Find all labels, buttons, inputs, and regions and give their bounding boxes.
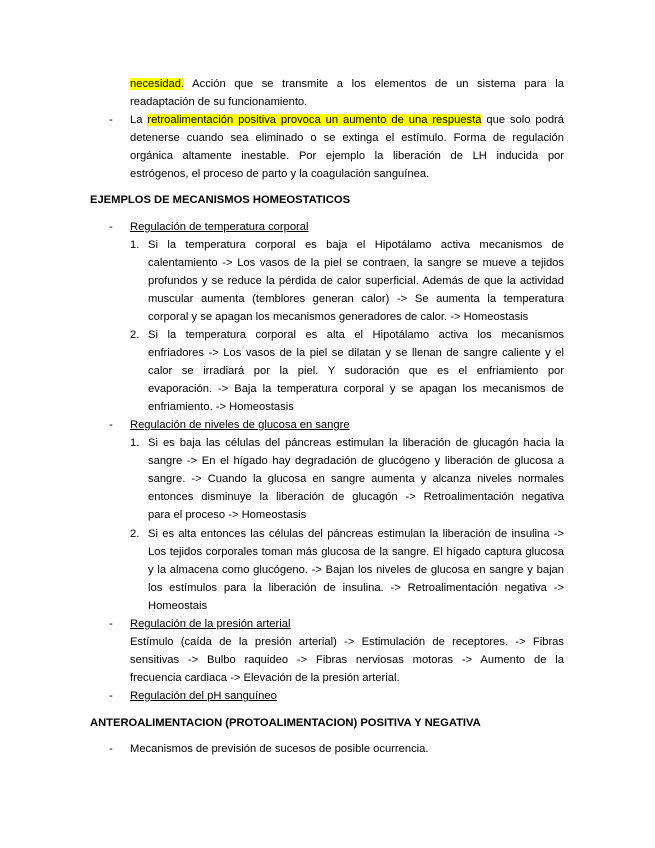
pressure-line: frecuencia cardiaca -> Elevación de la presión arterial.: [130, 672, 400, 684]
bullet-dash: -: [109, 690, 113, 702]
para-top-line-1: necesidad. Acción que se transmite a los elementos de un sistema para la: [130, 78, 564, 90]
para-retro-line-1: La retroalimentación positiva provoca un aumento de una respuesta que solo podrá: [130, 114, 564, 126]
ph-title: Regulación del pH sanguíneo: [130, 690, 277, 702]
temp-item2-number: 2.: [130, 329, 140, 341]
temp-item1-line: Si la temperatura corporal es baja el Hipotálamo activa mecanismos de: [148, 239, 564, 251]
temp-item2-line: Si la temperatura corporal es alta el Hipotálamo activa los mecanismos: [148, 329, 564, 341]
glucose-item2-line: Los tejidos corporales toman más glucosa de la sangre. El hígado captura glucosa: [148, 546, 564, 558]
temp-title: Regulación de temperatura corporal: [130, 221, 309, 233]
temp-item1-line: calentamiento -> Los vasos de la piel se contraen, la sangre se mueve a tejidos: [148, 257, 564, 269]
glucose-item1-line: sangre -> En el hígado hay degradación de glucógeno y liberación de glucosa a: [148, 455, 564, 467]
pressure-title: Regulación de la presión arterial: [130, 618, 291, 630]
para-retro-line-2: detenerse cuando sea eliminado o se extinga el estímulo. Forma de regulación: [130, 132, 564, 144]
glucose-title: Regulación de niveles de glucosa en sangre: [130, 419, 350, 431]
temp-item2-line: enfriadores -> Los vasos de la piel se dilatan y se llenan de sangre caliente y el: [148, 347, 564, 359]
bullet-dash: -: [109, 618, 113, 630]
temp-item1-line: corporal y se apagan los mecanismos generadores de calor. -> Homeostasis: [148, 311, 529, 323]
glucose-item1-line: entonces disminuye la liberación de glucagón -> Retroalimentación negativa: [148, 491, 564, 503]
glucose-item2-line: Si es alta entonces las células del páncreas estimulan la liberación de insulina ->: [148, 528, 564, 540]
highlight-retroalimentacion: retroalimentación positiva provoca un aumento de una respuesta: [147, 114, 482, 126]
heading-anteroalimentacion: ANTEROALIMENTACION (PROTOALIMENTACION) POSITIVA Y NEGATIVA: [90, 717, 481, 729]
para-retro-line-3: orgánica altamente inestable. Por ejemplo la liberación de LH inducida por: [130, 150, 564, 162]
glucose-item2-line: Homeostais: [148, 600, 208, 612]
bullet-dash: -: [109, 743, 113, 755]
glucose-item1-line: Si es baja las células del páncreas estimulan la liberación de glucagón hacia la: [148, 437, 564, 449]
highlight-necesidad: necesidad.: [130, 78, 185, 90]
glucose-item1-number: 1.: [130, 437, 140, 449]
para-top-line-2: readaptación de su funcionamiento.: [130, 96, 308, 108]
temp-item1-line: profundos y se reduce la pérdida de calor superficial. Además de que la actividad: [148, 275, 564, 287]
temp-item2-line: calor se irradiará por la piel. Y sudoración que es el enfriamiento por: [148, 365, 564, 377]
glucose-item2-line: los estímulos para la liberación de insulina. -> Retroalimentación negativa ->: [148, 582, 564, 594]
glucose-item2-number: 2.: [130, 528, 140, 540]
temp-item2-line: enfriamiento. -> Homeostasis: [148, 401, 294, 413]
bullet-dash: -: [109, 419, 113, 431]
pressure-line: Estímulo (caída de la presión arterial) -> Estimulación de receptores. -> Fibras: [130, 636, 564, 648]
bullet-dash: -: [109, 114, 113, 126]
pressure-line: sensitivas -> Bulbo raquideo -> Fibras nerviosas motoras -> Aumento de la: [130, 654, 564, 666]
temp-item1-number: 1.: [130, 239, 140, 251]
para-retro-line-4: estrógenos, el proceso de parto y la coagulación sanguínea.: [130, 168, 430, 180]
temp-item1-line: muscular aumenta (temblores generan calor) -> Se aumenta la temperatura: [148, 293, 564, 305]
antero-item: Mecanismos de previsión de sucesos de posible ocurrencia.: [130, 743, 429, 755]
glucose-item1-line: para el proceso -> Homeostasis: [148, 509, 307, 521]
heading-examples: EJEMPLOS DE MECANISMOS HOMEOSTATICOS: [90, 194, 351, 206]
glucose-item1-line: sangre. -> Cuando la glucosa en sangre aumenta y alcanza niveles normales: [148, 473, 564, 485]
temp-item2-line: evaporación. -> Baja la temperatura corporal y se apagan los mecanismos de: [148, 383, 564, 395]
bullet-dash: -: [109, 221, 113, 233]
glucose-item2-line: y la almacena como glucógeno. -> Bajan los niveles de glucosa en sangre y bajan: [148, 564, 564, 576]
